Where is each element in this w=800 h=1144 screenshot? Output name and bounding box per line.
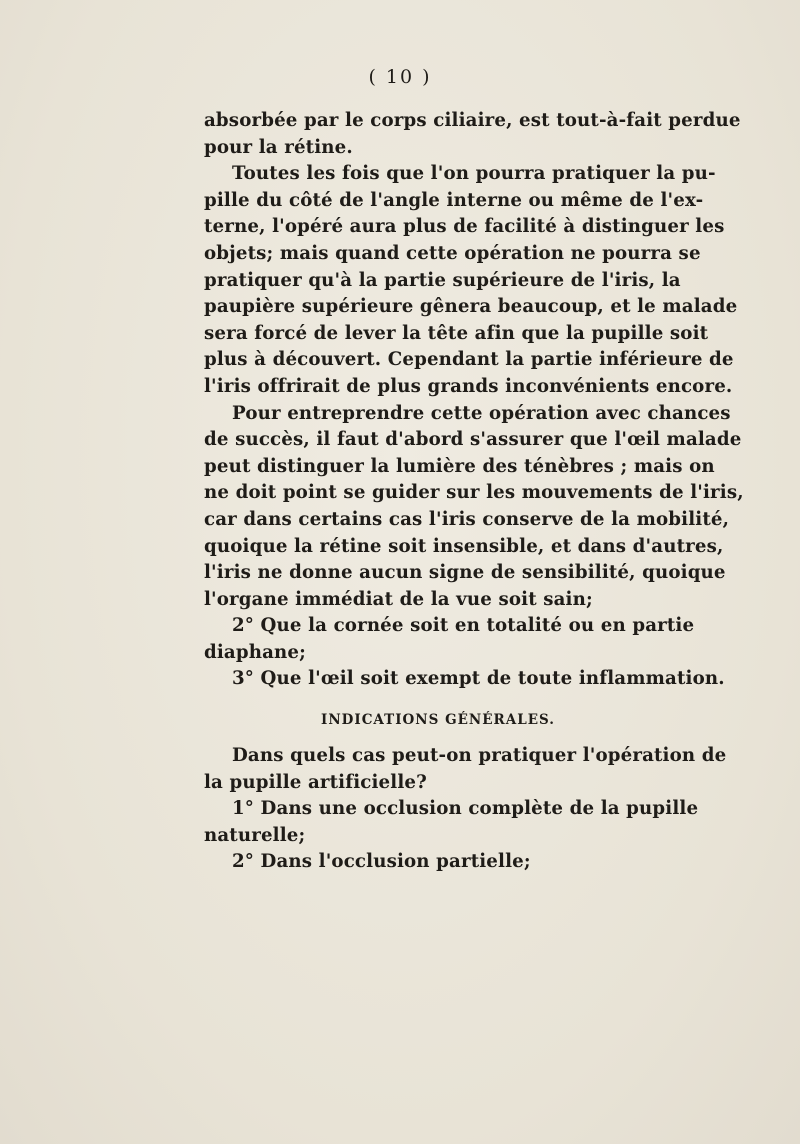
paragraph-start-line: Dans quels cas peut-on pratiquer l'opération de xyxy=(232,745,727,767)
text-line: de succès, il faut d'abord s'assurer que l'œil malade xyxy=(204,429,742,451)
paragraph-start-line: Toutes les fois que l'on pourra pratiquer la pu- xyxy=(232,163,716,185)
text-line: l'organe immédiat de la vue soit sain; xyxy=(204,588,593,610)
text-line: pour la rétine. xyxy=(204,136,353,158)
section-heading: INDICATIONS GÉNÉRALES. xyxy=(321,712,555,729)
body-text xyxy=(204,108,744,876)
text-line: pille du côté de l'angle interne ou même de l'ex- xyxy=(204,189,704,211)
page-number: ( 10 ) xyxy=(368,66,432,88)
paragraph-start-line: 3° Que l'œil soit exempt de toute inflammation. xyxy=(232,668,725,690)
text-line: naturelle; xyxy=(204,824,306,846)
text-line: quoique la rétine soit insensible, et dans d'autres, xyxy=(204,535,724,557)
paragraph-start-line: 1° Dans une occlusion complète de la pupille xyxy=(232,798,699,820)
text-line: ne doit point se guider sur les mouvements de l'iris, xyxy=(204,482,744,504)
text-line: paupière supérieure gênera beaucoup, et le malade xyxy=(204,296,738,318)
paragraph-start-line: 2° Dans l'occlusion partielle; xyxy=(232,851,531,873)
text-line: plus à découvert. Cependant la partie inférieure de xyxy=(204,349,734,371)
text-line: l'iris offrirait de plus grands inconvénients encore. xyxy=(204,375,733,397)
text-line: la pupille artificielle? xyxy=(204,771,427,793)
text-line: absorbée par le corps ciliaire, est tout-à-fait perdue xyxy=(204,110,741,131)
text-line: objets; mais quand cette opération ne pourra se xyxy=(204,242,701,264)
text-line: diaphane; xyxy=(204,641,306,663)
text-line: peut distinguer la lumière des ténèbres ; mais on xyxy=(204,455,715,477)
text-line: sera forcé de lever la tête afin que la pupille soit xyxy=(204,322,709,344)
text-line: terne, l'opéré aura plus de facilité à distinguer les xyxy=(204,216,725,238)
paragraph-start-line: Pour entreprendre cette opération avec chances xyxy=(232,402,731,424)
text-line: pratiquer qu'à la partie supérieure de l'iris, la xyxy=(204,269,681,291)
paragraph-start-line: 2° Que la cornée soit en totalité ou en partie xyxy=(232,615,695,637)
text-line: car dans certains cas l'iris conserve de la mobilité, xyxy=(204,508,730,530)
text-line: l'iris ne donne aucun signe de sensibilité, quoique xyxy=(204,562,726,584)
